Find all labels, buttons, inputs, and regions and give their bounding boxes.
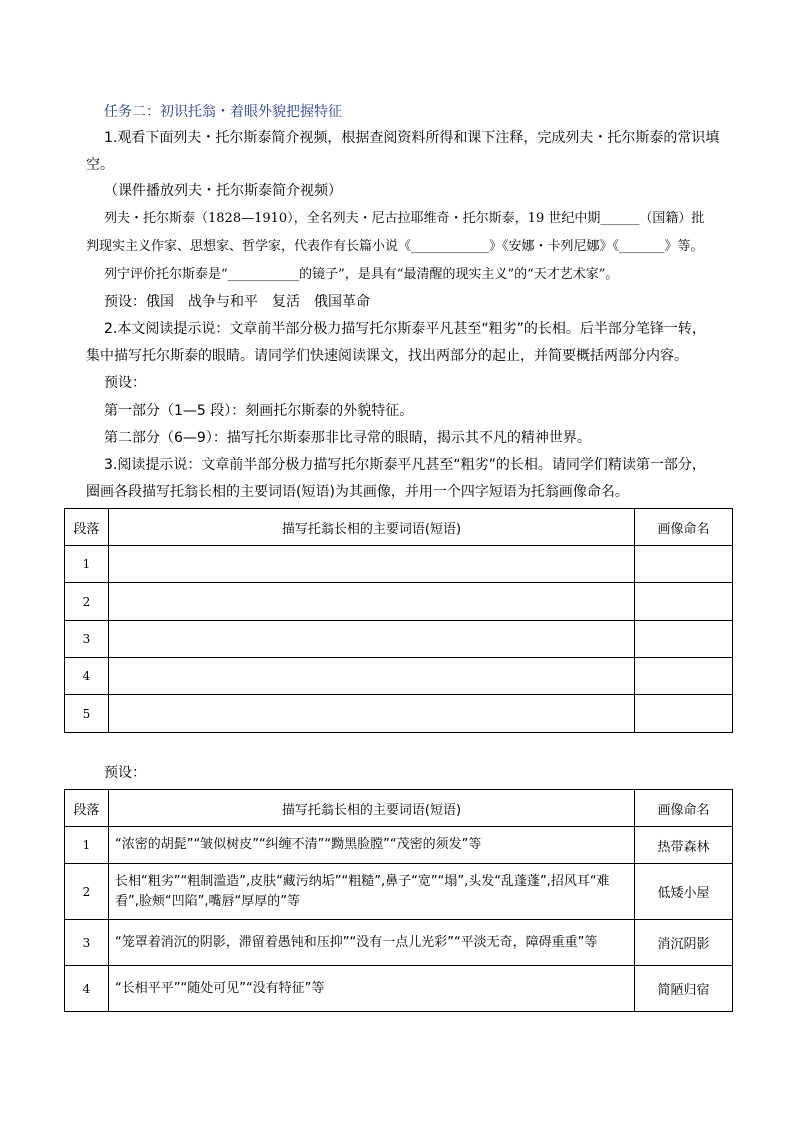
preset-label: 预设：: [104, 375, 146, 391]
question-1-line-2: 空。: [86, 157, 114, 173]
words-cell[interactable]: [109, 621, 635, 658]
row-number: 5: [65, 695, 109, 733]
name-cell: 简陋归宿: [635, 966, 733, 1012]
header-words: 描写托翁长相的主要词语(短语): [109, 509, 635, 546]
table-row: [65, 920, 733, 966]
part-1-summary: 第一部分（1—5 段）：刻画托尔斯泰的外貌特征。: [104, 403, 414, 419]
preset-label-2: 预设：: [104, 765, 146, 781]
name-cell: 消沉阴影: [635, 920, 733, 966]
preset-answer: 预设：俄国 战争与和平 复活 俄国革命: [104, 294, 370, 310]
row-number: 4: [65, 658, 109, 695]
header-portrait-name: 画像命名: [635, 509, 733, 546]
question-1-line-1: 1.观看下面列夫・托尔斯泰简介视频，根据查阅资料所得和课下注释，完成列夫・托尔斯泰的常识填: [104, 130, 720, 146]
words-cell: “笼罩着消沉的阴影，滞留着愚钝和压抑”“没有一点儿光彩”“平淡无奇，障碍重重”等: [109, 920, 635, 966]
question-2-line-2: 集中描写托尔斯泰的眼睛。请同学们快速阅读课文，找出两部分的起止，并简要概括两部分内容。: [86, 348, 688, 364]
row-number: 3: [65, 920, 109, 966]
words-cell: “长相平平”“随处可见”“没有特征”等: [109, 966, 635, 1012]
fill-line-1: 列夫・托尔斯泰（1828—1910），全名列夫・尼古拉耶维奇・托尔斯泰，19 世纪中期______（国籍）批: [104, 211, 705, 226]
blank-portrait-table: [64, 508, 733, 733]
question-3-line-2: 圈画各段描写托翁长相的主要词语(短语)为其画像，并用一个四字短语为托翁画像命名。: [86, 484, 629, 500]
words-cell[interactable]: [109, 546, 635, 583]
header-paragraph: 段落: [65, 509, 109, 546]
table-row: [65, 546, 733, 583]
table-row: [65, 695, 733, 733]
table-row: [65, 827, 733, 864]
name-cell[interactable]: [635, 583, 733, 621]
part-2-summary: 第二部分（6—9）：描写托尔斯泰那非比寻常的眼睛，揭示其不凡的精神世界。: [104, 430, 591, 446]
task-title: 任务二：初识托翁・着眼外貌把握特征: [104, 104, 342, 120]
row-number: 2: [65, 583, 109, 621]
row-number: 1: [65, 827, 109, 864]
row-number: 2: [65, 864, 109, 920]
name-cell[interactable]: [635, 695, 733, 733]
table-row: [65, 583, 733, 621]
name-cell: 低矮小屋: [635, 864, 733, 920]
name-cell[interactable]: [635, 546, 733, 583]
table-row: [65, 966, 733, 1012]
header-words: 描写托翁长相的主要词语(短语): [109, 790, 635, 827]
table-row: [65, 864, 733, 920]
words-cell: 长相“粗劣”“粗制滥造”,皮肤“藏污纳垢”“粗糙”,鼻子“宽”“塌”,头发“乱蓬蓬”,招风耳“难看”,脸颊“凹陷”,嘴唇“厚厚的”等: [109, 864, 635, 920]
table-row: [65, 621, 733, 658]
table-header-row: [65, 790, 733, 827]
table-row: [65, 658, 733, 695]
name-cell[interactable]: [635, 621, 733, 658]
fill-line-2: 判现实主义作家、思想家、哲学家，代表作有长篇小说《____________》《安娜・卡列尼娜》《_______》等。: [86, 239, 704, 254]
question-2-line-1: 2.本文阅读提示说：文章前半部分极力描写托尔斯泰平凡甚至“粗劣”的长相。后半部分笔锋一转，: [104, 321, 706, 337]
video-note: （课件播放列夫・托尔斯泰简介视频）: [104, 183, 342, 199]
answer-portrait-table: [64, 789, 733, 1012]
words-cell[interactable]: [109, 583, 635, 621]
question-3-line-1: 3.阅读提示说：文章前半部分极力描写托尔斯泰平凡甚至“粗劣”的长相。请同学们精读第一部分，: [104, 457, 706, 473]
row-number: 1: [65, 546, 109, 583]
name-cell: 热带森林: [635, 827, 733, 864]
words-cell[interactable]: [109, 695, 635, 733]
table-header-row: [65, 509, 733, 546]
row-number: 3: [65, 621, 109, 658]
header-portrait-name: 画像命名: [635, 790, 733, 827]
header-paragraph: 段落: [65, 790, 109, 827]
words-cell: “浓密的胡髭”“皱似树皮”“纠缠不清”“黝黑脸膛”“茂密的须发”等: [109, 827, 635, 864]
row-number: 4: [65, 966, 109, 1012]
words-cell[interactable]: [109, 658, 635, 695]
name-cell[interactable]: [635, 658, 733, 695]
fill-line-3: 列宁评价托尔斯泰是“___________的镜子”，是具有“最清醒的现实主义”的“天才艺术家”。: [104, 267, 619, 282]
